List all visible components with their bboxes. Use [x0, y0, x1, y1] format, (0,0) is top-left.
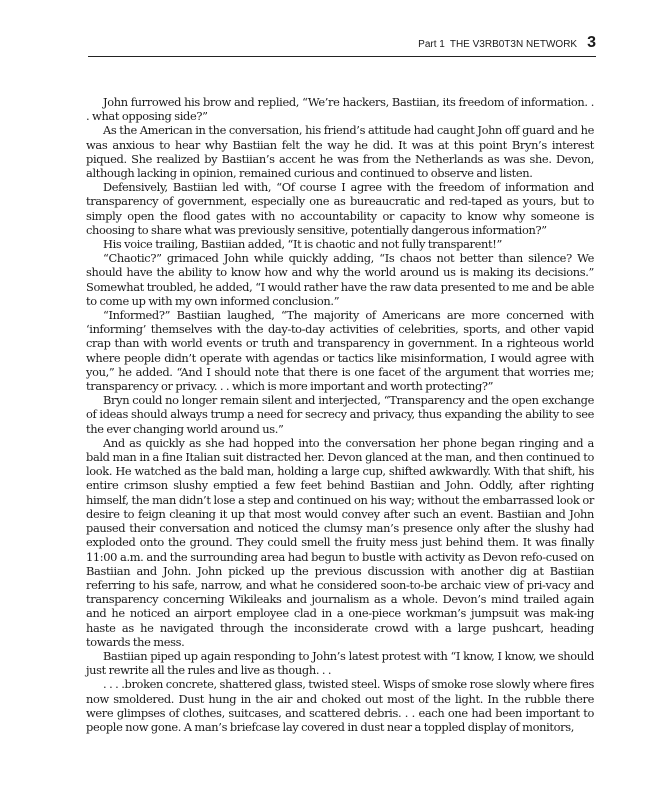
paragraph: John furrowed his brow and replied, “We’re hackers, Bastiian, its freedom of information. . . what opposing side?” — [86, 95, 594, 124]
paragraph: As the American in the conversation, his friend’s attitude had caught John off guard and he was anxious to hear why Bastiian felt the way he did. It was at this point Bryn’s interest piqued. She realized by Bastiian’s accent he was from the Netherlands as was she. Devon, although lacking in opinion, remained curious and continued to observe and listen. — [86, 123, 594, 181]
paragraph: “Chaotic?” grimaced John while quickly adding, “Is chaos not better than silence? We should have the ability to know how and why the world around us is making its decisions.” Somewhat troubled, he added, “I would rather have the raw data presented to me and be able to come up with my own informed conclusion.” — [86, 251, 594, 308]
paragraph: . . . .broken concrete, shattered glass, twisted steel. Wisps of smoke rose slowly where fires now smoldered. Dust hung in the air and choked out most of the light. In the rubble there were glimpses of clothes, suitcases, and scattered debris. . . each one had been important to people now gone. A man’s briefcase lay covered in dust near a toppled display of monitors, — [86, 677, 594, 734]
paragraph: Defensively, Bastiian led with, “Of course I agree with the freedom of information and transparency of government, especially one as bureaucratic and red-taped as yours, but to simply open the flood gates with no accountability or capacity to know why someone is choosing to share what was previously sensitive, potentially dangerous information?” — [86, 180, 594, 237]
running-header — [88, 34, 596, 57]
paragraph: Bryn could no longer remain silent and interjected, “Transparency and the open exchange of ideas should always trump a need for secrecy and privacy, thus expanding the ability to see the ever changing world around us.” — [86, 393, 594, 436]
header-part: Part 1 — [418, 39, 445, 50]
header-title: THE V3RB0T3N NETWORK — [449, 39, 578, 50]
paragraph: Bastiian piped up again responding to John’s latest protest with “I know, I know, we should just rewrite all the rules and live as though. . . — [86, 648, 594, 678]
body-text — [86, 95, 594, 734]
page-number: 3 — [587, 34, 596, 51]
paragraph: And as quickly as she had hopped into the conversation her phone began ringing and a bald man in a fine Italian suit distracted her. Devon glanced at the man, and then continued to look. He watched as the bald man, holding a large cup, shifted awkwardly. With that shift, his entire crimson slushy emptied a few feet behind Bastiian and John. Oddly, after righting himself, the man didn’t lose a step and continued on his way; without the embarrassed look or desire to feign cleaning it up that most would convey after such an event. Bastiian and John paused their conversation and noticed the clumsy man’s presence only after the slushy had exploded onto the ground. They could smell the fruity mess just behind them. It was finally 11:00 a.m. and the surrounding area had begun to bustle with activity as Devon refo-cused on Bastiian and John. John picked up the previous discussion with another dig at Bastiian referring to his safe, narrow, and what he considered soon-to-be archaic view of pri-vacy and transparency concerning Wikileaks and journalism as a whole. Devon’s mind trailed again and he noticed an airport employee clad in a one-piece workman’s jumpsuit was mak-ing haste as he navigated through the inconsiderate crowd with a large pushcart, heading towards the mess. — [86, 435, 594, 649]
paragraph: His voice trailing, Bastiian added, “It is chaotic and not fully transparent!” — [103, 237, 502, 252]
paragraph: “Informed?” Bastiian laughed, “The majority of Americans are more concerned with ‘informing’ themselves with the day-to-day activities of celebrities, sports, and other vapid crap than with world events or truth and transparency in government. In a righteous world where people didn’t operate with agendas or tactics like misinformation, I would agree with you,” he added. “And I should note that there is one facet of the argument that worries me; transparency or privacy. . . which is more important and worth protecting?” — [86, 308, 594, 394]
